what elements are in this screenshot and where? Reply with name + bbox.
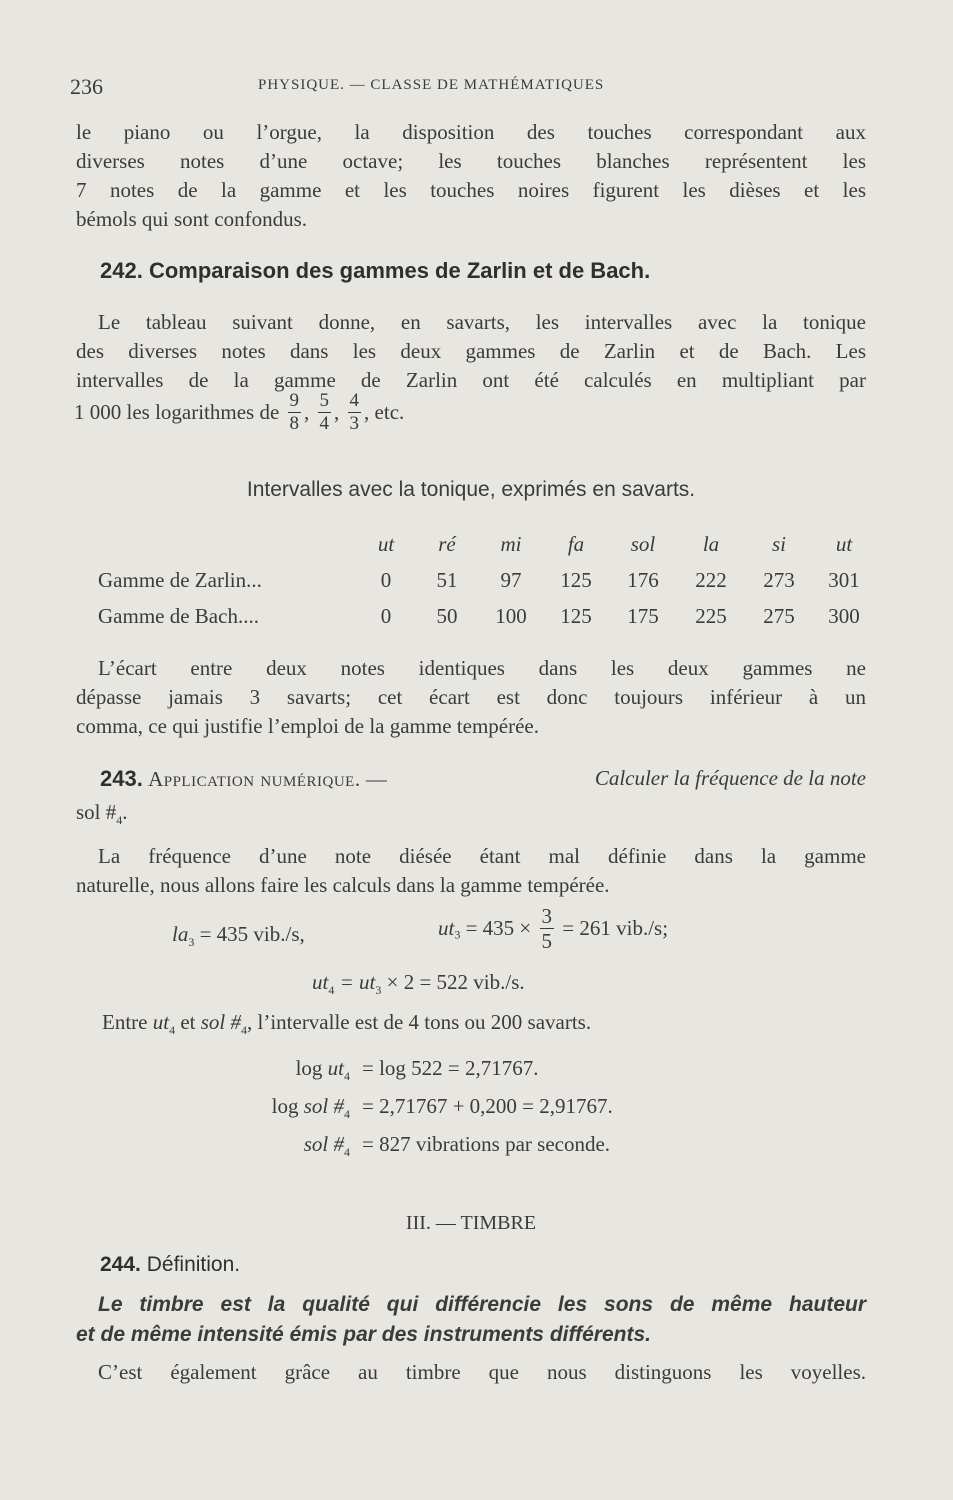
text-line: et de même intensité émis par des instruments différents. (76, 1323, 651, 1346)
text-line: L’écart entre deux notes identiques dans les deux gammes ne (98, 656, 866, 680)
fraction: $\frac{9}{8}$ (289, 390, 300, 434)
equation-ut3: $ut_3 = 435$ × $\frac{3}{5}$ = 261 vib./s; (438, 904, 669, 953)
fraction: $\frac{3}{5}$ (541, 904, 553, 953)
text-line: le piano ou l’orgue, la disposition des touches correspondant aux (76, 120, 866, 144)
intro-paragraph (76, 118, 866, 234)
table-cell: 222 (695, 567, 727, 592)
table-cell: 0 (380, 603, 392, 628)
log-fractions-line: 1 000 les logarithmes de $\frac{9}{8}$ , $\frac{5}{4}$ , $\frac{4}{3}$ , etc. (74, 390, 405, 434)
note-header: si (771, 531, 786, 556)
section-number: 243. (100, 766, 143, 791)
equation-ut4: $ut_4 = ut_3 \times 2 = 522$ vib./s. (312, 970, 525, 998)
problem-statement: Calculer la fréquence de la note (594, 766, 866, 790)
table-cell: 0 (380, 567, 392, 592)
table-caption: Intervalles avec la tonique, exprimés en savarts. (246, 478, 696, 501)
section-heading-244 (100, 1253, 240, 1277)
section-heading-242 (100, 258, 650, 284)
row-label: Gamme de Zarlin... (98, 567, 262, 592)
note-header: sol (630, 531, 656, 556)
running-title: PHYSIQUE. — CLASSE DE MATHÉMATIQUES (258, 77, 605, 93)
definition-paragraph (76, 1290, 866, 1350)
table-cell: 175 (627, 603, 659, 628)
page-number: 236 (70, 74, 103, 99)
table-cell: 300 (828, 603, 860, 628)
table-cell: 51 (436, 567, 458, 592)
note-header: ut (835, 531, 853, 556)
equation-la3: $la_3 = 435$ vib./s, (172, 922, 305, 950)
section-number: 242. (100, 258, 143, 283)
row-label: Gamme de Bach.... (98, 603, 259, 628)
text-line: Le timbre est la qualité qui différencie les sons de même hauteur (98, 1293, 866, 1316)
fraction: $\frac{4}{3}$ (349, 390, 360, 434)
table-row (98, 562, 874, 598)
problem-statement-end: sol $\#_4$. (76, 800, 128, 828)
note-header: fa (567, 531, 585, 556)
log-block (200, 1056, 613, 1170)
text-line: Le tableau suivant donne, en savarts, les intervalles avec la tonique (98, 310, 866, 334)
page-header (70, 74, 870, 104)
section-number: 244. (100, 1253, 141, 1276)
text-line: 1 000 les logarithmes de (74, 400, 280, 424)
table-cell: 225 (695, 603, 727, 628)
table-cell: 100 (495, 603, 527, 628)
intervals-table (98, 526, 874, 634)
table-cell: 50 (436, 603, 458, 628)
note-header: ré (438, 531, 456, 556)
interval-line: Entre $ut_4$ et sol $\#_4$, l’intervalle est de 4 tons ou 200 savarts. (102, 1010, 592, 1038)
note-header: ut (377, 531, 395, 556)
text-line: La fréquence d’une note diésée étant mal définie dans la gamme (98, 844, 866, 868)
table-cell: 275 (763, 603, 795, 628)
fraction: $\frac{5}{4}$ (319, 390, 330, 434)
text-line: diverses notes d’une octave; les touches blanches représentent les (76, 149, 866, 173)
table-row (98, 598, 874, 634)
table-header-row (98, 526, 874, 562)
table-cell: 301 (828, 567, 860, 592)
table-cell: 97 (500, 567, 522, 592)
section-243-paragraph (76, 842, 866, 900)
table-cell: 125 (560, 567, 592, 592)
table-cell: 176 (627, 567, 659, 592)
table-cell: 125 (560, 603, 592, 628)
log-line: log sol $\#_4$ = 2,71767 + 0,200 = 2,91767. (271, 1094, 613, 1122)
text-line: comma, ce qui justifie l’emploi de la gamme tempérée. (76, 714, 539, 738)
text-line: dépasse jamais 3 savarts; cet écart est donc toujours inférieur à un (76, 685, 866, 709)
text-line: des diverses notes dans les deux gammes de Zarlin et de Bach. Les (76, 339, 866, 363)
section-title: Comparaison des gammes de Zarlin et de Bach. (148, 258, 651, 283)
section-label: Application numérique. (148, 767, 361, 791)
dash: — (365, 767, 387, 791)
text-line: C’est également grâce au timbre que nous distinguons les voyelles. (98, 1360, 866, 1384)
text-line: intervalles de la gamme de Zarlin ont été calculés en multipliant par (76, 368, 866, 392)
note-header: la (702, 531, 720, 556)
ecart-paragraph (76, 654, 866, 741)
text-line: bémols qui sont confondus. (76, 207, 307, 231)
log-line: sol $\#_4$ = 827 vibrations par seconde. (303, 1132, 611, 1160)
section-242-paragraph (76, 308, 866, 395)
etc-text: etc. (374, 400, 405, 424)
note-header: mi (500, 531, 522, 556)
section-heading-243 (100, 766, 866, 792)
last-paragraph (76, 1358, 866, 1387)
table-cell: 273 (763, 567, 795, 592)
log-line: $\log ut_4$ = log 522 = 2,71767. (295, 1056, 539, 1084)
text-line: naturelle, nous allons faire les calculs dans la gamme tempérée. (76, 873, 610, 897)
text-line: 7 notes de la gamme et les touches noires figurent les dièses et les (76, 178, 866, 202)
part-heading-timbre: III. — TIMBRE (405, 1212, 537, 1234)
section-title: Définition. (146, 1253, 241, 1276)
